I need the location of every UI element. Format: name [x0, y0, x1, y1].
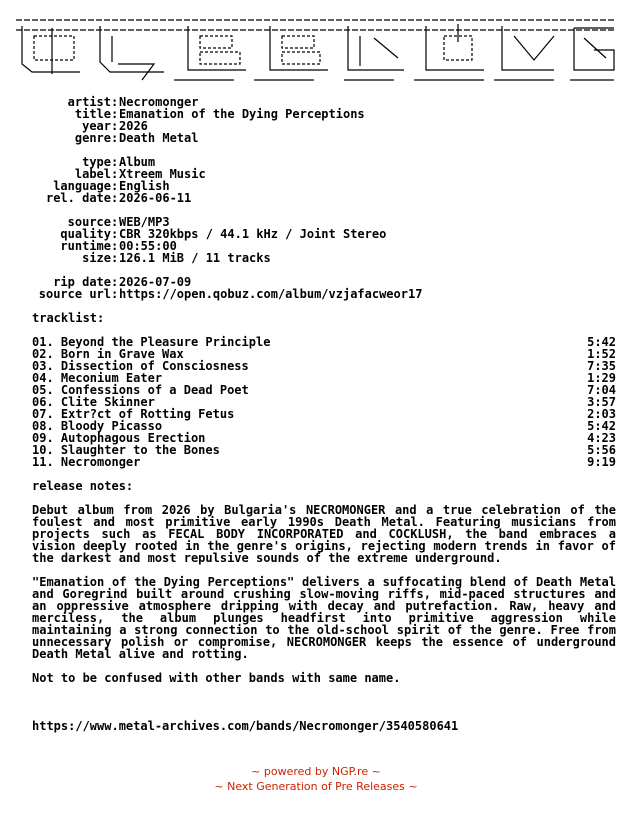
track-time: 7:35 — [587, 359, 616, 373]
meta-value: 2026-07-09 — [119, 275, 192, 289]
meta-value: WEB/MP3 — [119, 215, 170, 229]
meta-colon: : — [111, 239, 119, 253]
release-info — [0, 96, 632, 300]
meta-colon: : — [111, 191, 119, 205]
track-time: 5:42 — [587, 419, 616, 433]
notes-paragraph: "Emanation of the Dying Perceptions" delivers a suffocating blend of Death Metal and Goregrind built around crushing slow-moving riffs, mid-paced structures and an oppressive atmosphere dripping with decay and putrefaction. Raw, heavy and merciless, the album plunges headfirst into primitive aggression while maintaining a strong connection to the old-school spirit of the genre. Free from unnecessary polish or compromise, NECROMONGER keeps the essence of underground Death Metal alive and rotting. — [32, 575, 616, 661]
meta-value: Xtreem Music — [119, 167, 206, 181]
meta-key: year — [82, 119, 111, 133]
meta-key: source url — [38, 287, 111, 301]
meta-key: type — [82, 155, 111, 169]
track-title: 09. Autophagous Erection — [32, 431, 206, 445]
track-title: 05. Confessions of a Dead Poet — [32, 383, 249, 397]
track-title: 01. Beyond the Pleasure Principle — [32, 335, 271, 349]
track-time: 1:29 — [587, 371, 616, 385]
meta-colon: : — [111, 215, 119, 229]
track-title: 11. Necromonger — [32, 455, 141, 469]
meta-value: Emanation of the Dying Perceptions — [119, 107, 365, 121]
source-url-link[interactable]: https://open.qobuz.com/album/vzjafacweor17 — [119, 287, 423, 301]
track-time: 5:42 — [587, 335, 616, 349]
meta-row-size — [0, 252, 632, 264]
track-time: 5:56 — [587, 443, 616, 457]
notes-paragraph: Not to be confused with other bands with same name. — [32, 671, 401, 685]
meta-row-source-url — [0, 288, 632, 300]
track-time: 4:23 — [587, 431, 616, 445]
meta-colon: : — [111, 95, 119, 109]
meta-value: CBR 320kbps / 44.1 kHz / Joint Stereo — [119, 227, 387, 241]
meta-key: genre — [74, 131, 111, 145]
release-notes — [32, 504, 616, 696]
meta-key: source — [67, 215, 111, 229]
tracklist — [32, 336, 616, 468]
footer-powered-by[interactable]: ~ powered by NGP.re ~ — [251, 765, 381, 778]
meta-key: title — [74, 107, 111, 121]
meta-colon: : — [111, 227, 119, 241]
metal-archives-link[interactable]: https://www.metal-archives.com/bands/Necromonger/3540580641 — [32, 719, 459, 733]
meta-value: Album — [119, 155, 156, 169]
meta-value: Death Metal — [119, 131, 199, 145]
meta-key: label — [74, 167, 111, 181]
track-time: 9:19 — [587, 455, 616, 469]
footer-tagline: ~ Next Generation of Pre Releases ~ — [214, 780, 418, 793]
meta-key: language — [53, 179, 111, 193]
meta-key: runtime — [60, 239, 111, 253]
track-time: 2:03 — [587, 407, 616, 421]
track-title: 08. Bloody Picasso — [32, 419, 163, 433]
track-title: 07. Extr?ct of Rotting Fetus — [32, 407, 235, 421]
notes-paragraph: Debut album from 2026 by Bulgaria's NECROMONGER and a true celebration of the foulest and most primitive early 1990s Death Metal. Featuring musicians from projects such as FECAL BODY INCORPORATED and COCKLUSH, the band embraces a vision deeply rooted in the genre's origins, rejecting modern trends in favor of the darkest and most repulsive sounds of the extreme underground. — [32, 503, 616, 565]
meta-colon: : — [111, 119, 119, 133]
tracklist-heading: tracklist: — [32, 311, 105, 325]
meta-key: quality — [60, 227, 111, 241]
meta-colon: : — [111, 155, 119, 169]
meta-colon: : — [111, 275, 119, 289]
meta-key: rip date — [53, 275, 111, 289]
track-title: 04. Meconium Eater — [32, 371, 163, 385]
meta-colon: : — [111, 251, 119, 265]
meta-colon: : — [111, 107, 119, 121]
track-title: 03. Dissection of Consciosness — [32, 359, 249, 373]
meta-row-rel-date — [0, 192, 632, 204]
track-title: 02. Born in Grave Wax — [32, 347, 184, 361]
meta-colon: : — [111, 167, 119, 181]
ascii-banner-art — [14, 14, 618, 86]
meta-value: 00:55:00 — [119, 239, 177, 253]
track-time: 3:57 — [587, 395, 616, 409]
release-notes-heading: release notes: — [32, 479, 134, 493]
meta-value: 126.1 MiB / 11 tracks — [119, 251, 271, 265]
meta-row-genre — [0, 132, 632, 144]
meta-key: size — [82, 251, 111, 265]
track-title: 10. Slaughter to the Bones — [32, 443, 220, 457]
track-time: 1:52 — [587, 347, 616, 361]
track-row — [32, 456, 616, 468]
meta-key: artist — [67, 95, 111, 109]
meta-value: 2026-06-11 — [119, 191, 192, 205]
meta-value: Necromonger — [119, 95, 199, 109]
meta-value: English — [119, 179, 170, 193]
meta-colon: : — [111, 287, 119, 301]
ascii-banner-logo — [14, 14, 618, 86]
track-time: 7:04 — [587, 383, 616, 397]
track-title: 06. Clite Skinner — [32, 395, 155, 409]
meta-value: 2026 — [119, 119, 148, 133]
meta-colon: : — [111, 131, 119, 145]
meta-colon: : — [111, 179, 119, 193]
meta-key: rel. date — [45, 191, 111, 205]
